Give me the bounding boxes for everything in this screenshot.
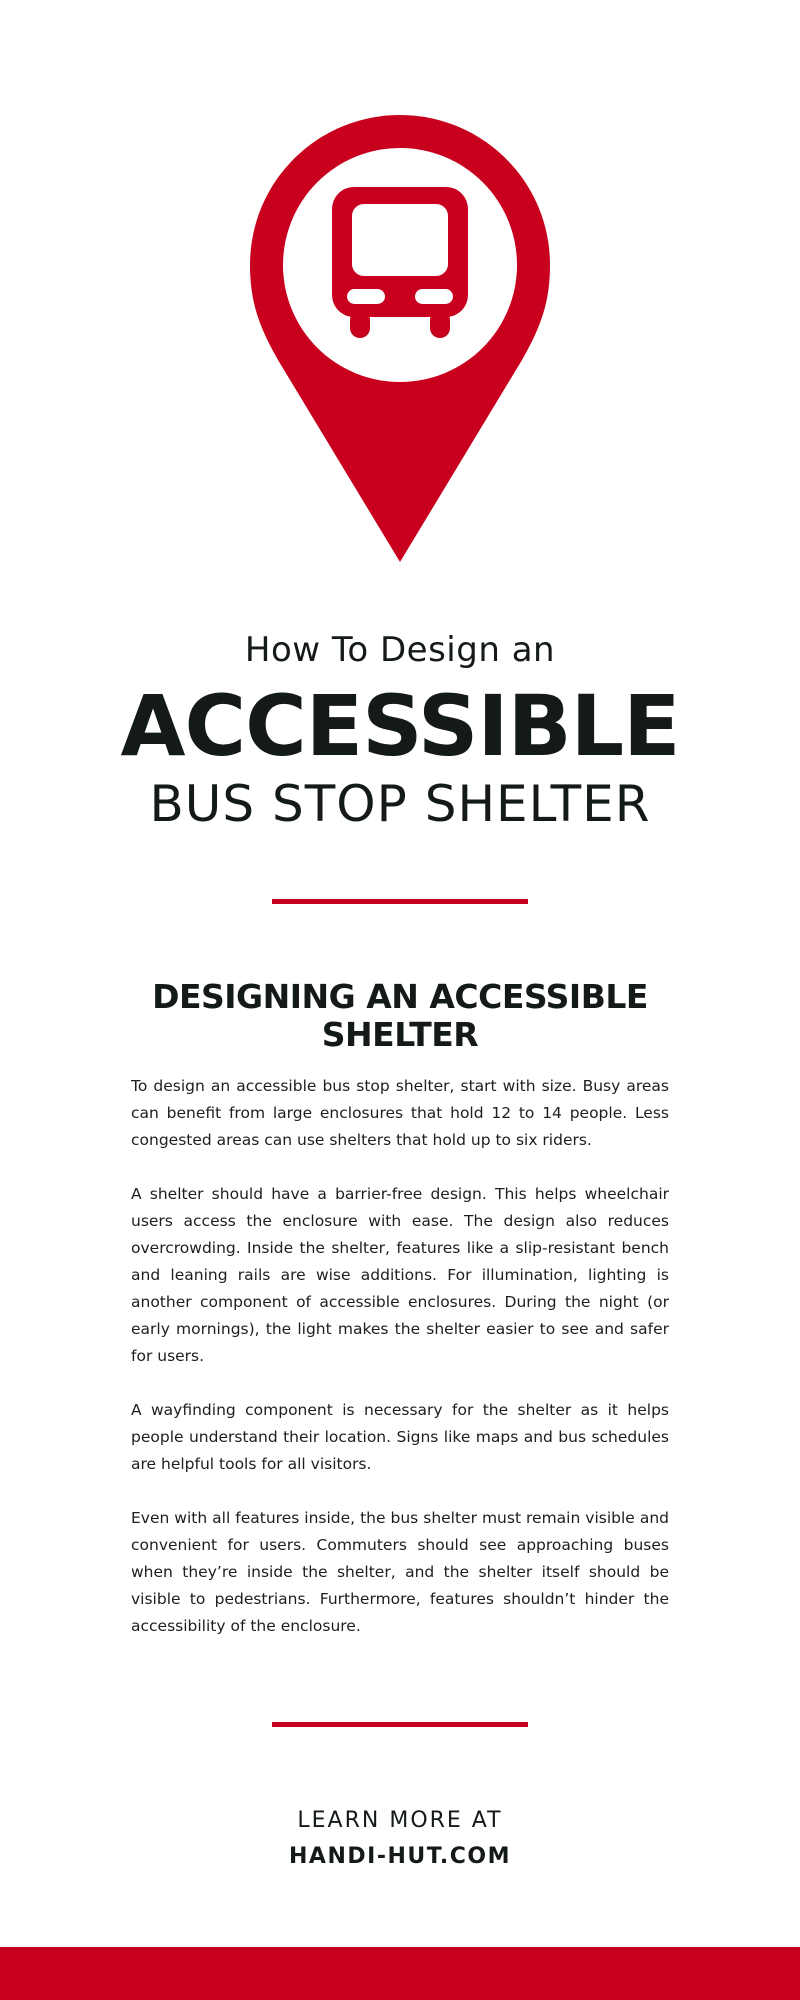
cta-label: LEARN MORE AT — [297, 1808, 503, 1833]
map-pin-bus-icon-graphic — [250, 115, 550, 565]
bus-icon — [332, 187, 468, 338]
section-body — [131, 1073, 669, 1667]
paragraph: To design an accessible bus stop shelter, start with size. Busy areas can benefit from large enclosures that hold 12 to 14 people. Less congested areas can use shelters that hold up to six riders. — [131, 1077, 669, 1149]
divider-top — [272, 899, 528, 904]
footer-bar — [0, 1947, 800, 2000]
paragraph: Even with all features inside, the bus shelter must remain visible and convenient for users. Commuters should see approaching buses when they’re inside the shelter, and the shelter itself should be visible to pedestrians. Furthermore, features shouldn’t hinder the accessibility of the enclosure. — [131, 1509, 669, 1635]
paragraph: A wayfinding component is necessary for the shelter as it helps people understand their location. Signs like maps and bus schedules are helpful tools for all visitors. — [131, 1401, 669, 1473]
section-heading: DESIGNING AN ACCESSIBLE SHELTER — [152, 977, 648, 1054]
divider-bottom — [272, 1722, 528, 1727]
title-prefix: How To Design an — [244, 630, 556, 670]
page-title: ACCESSIBLE — [120, 677, 680, 775]
map-pin-bus-icon — [250, 115, 550, 565]
cta-website-link[interactable]: HANDI-HUT.COM — [289, 1844, 511, 1869]
paragraph: A shelter should have a barrier-free design. This helps wheelchair users access the enclosure with ease. The design also reduces overcrowding. Inside the shelter, features like a slip-resistant bench and leaning rails are wise additions. For illumination, lighting is another component of accessible enclosures. During the night (or early mornings), the light makes the shelter easier to see and safer for users. — [131, 1185, 669, 1365]
page-subtitle: BUS STOP SHELTER — [149, 775, 651, 833]
